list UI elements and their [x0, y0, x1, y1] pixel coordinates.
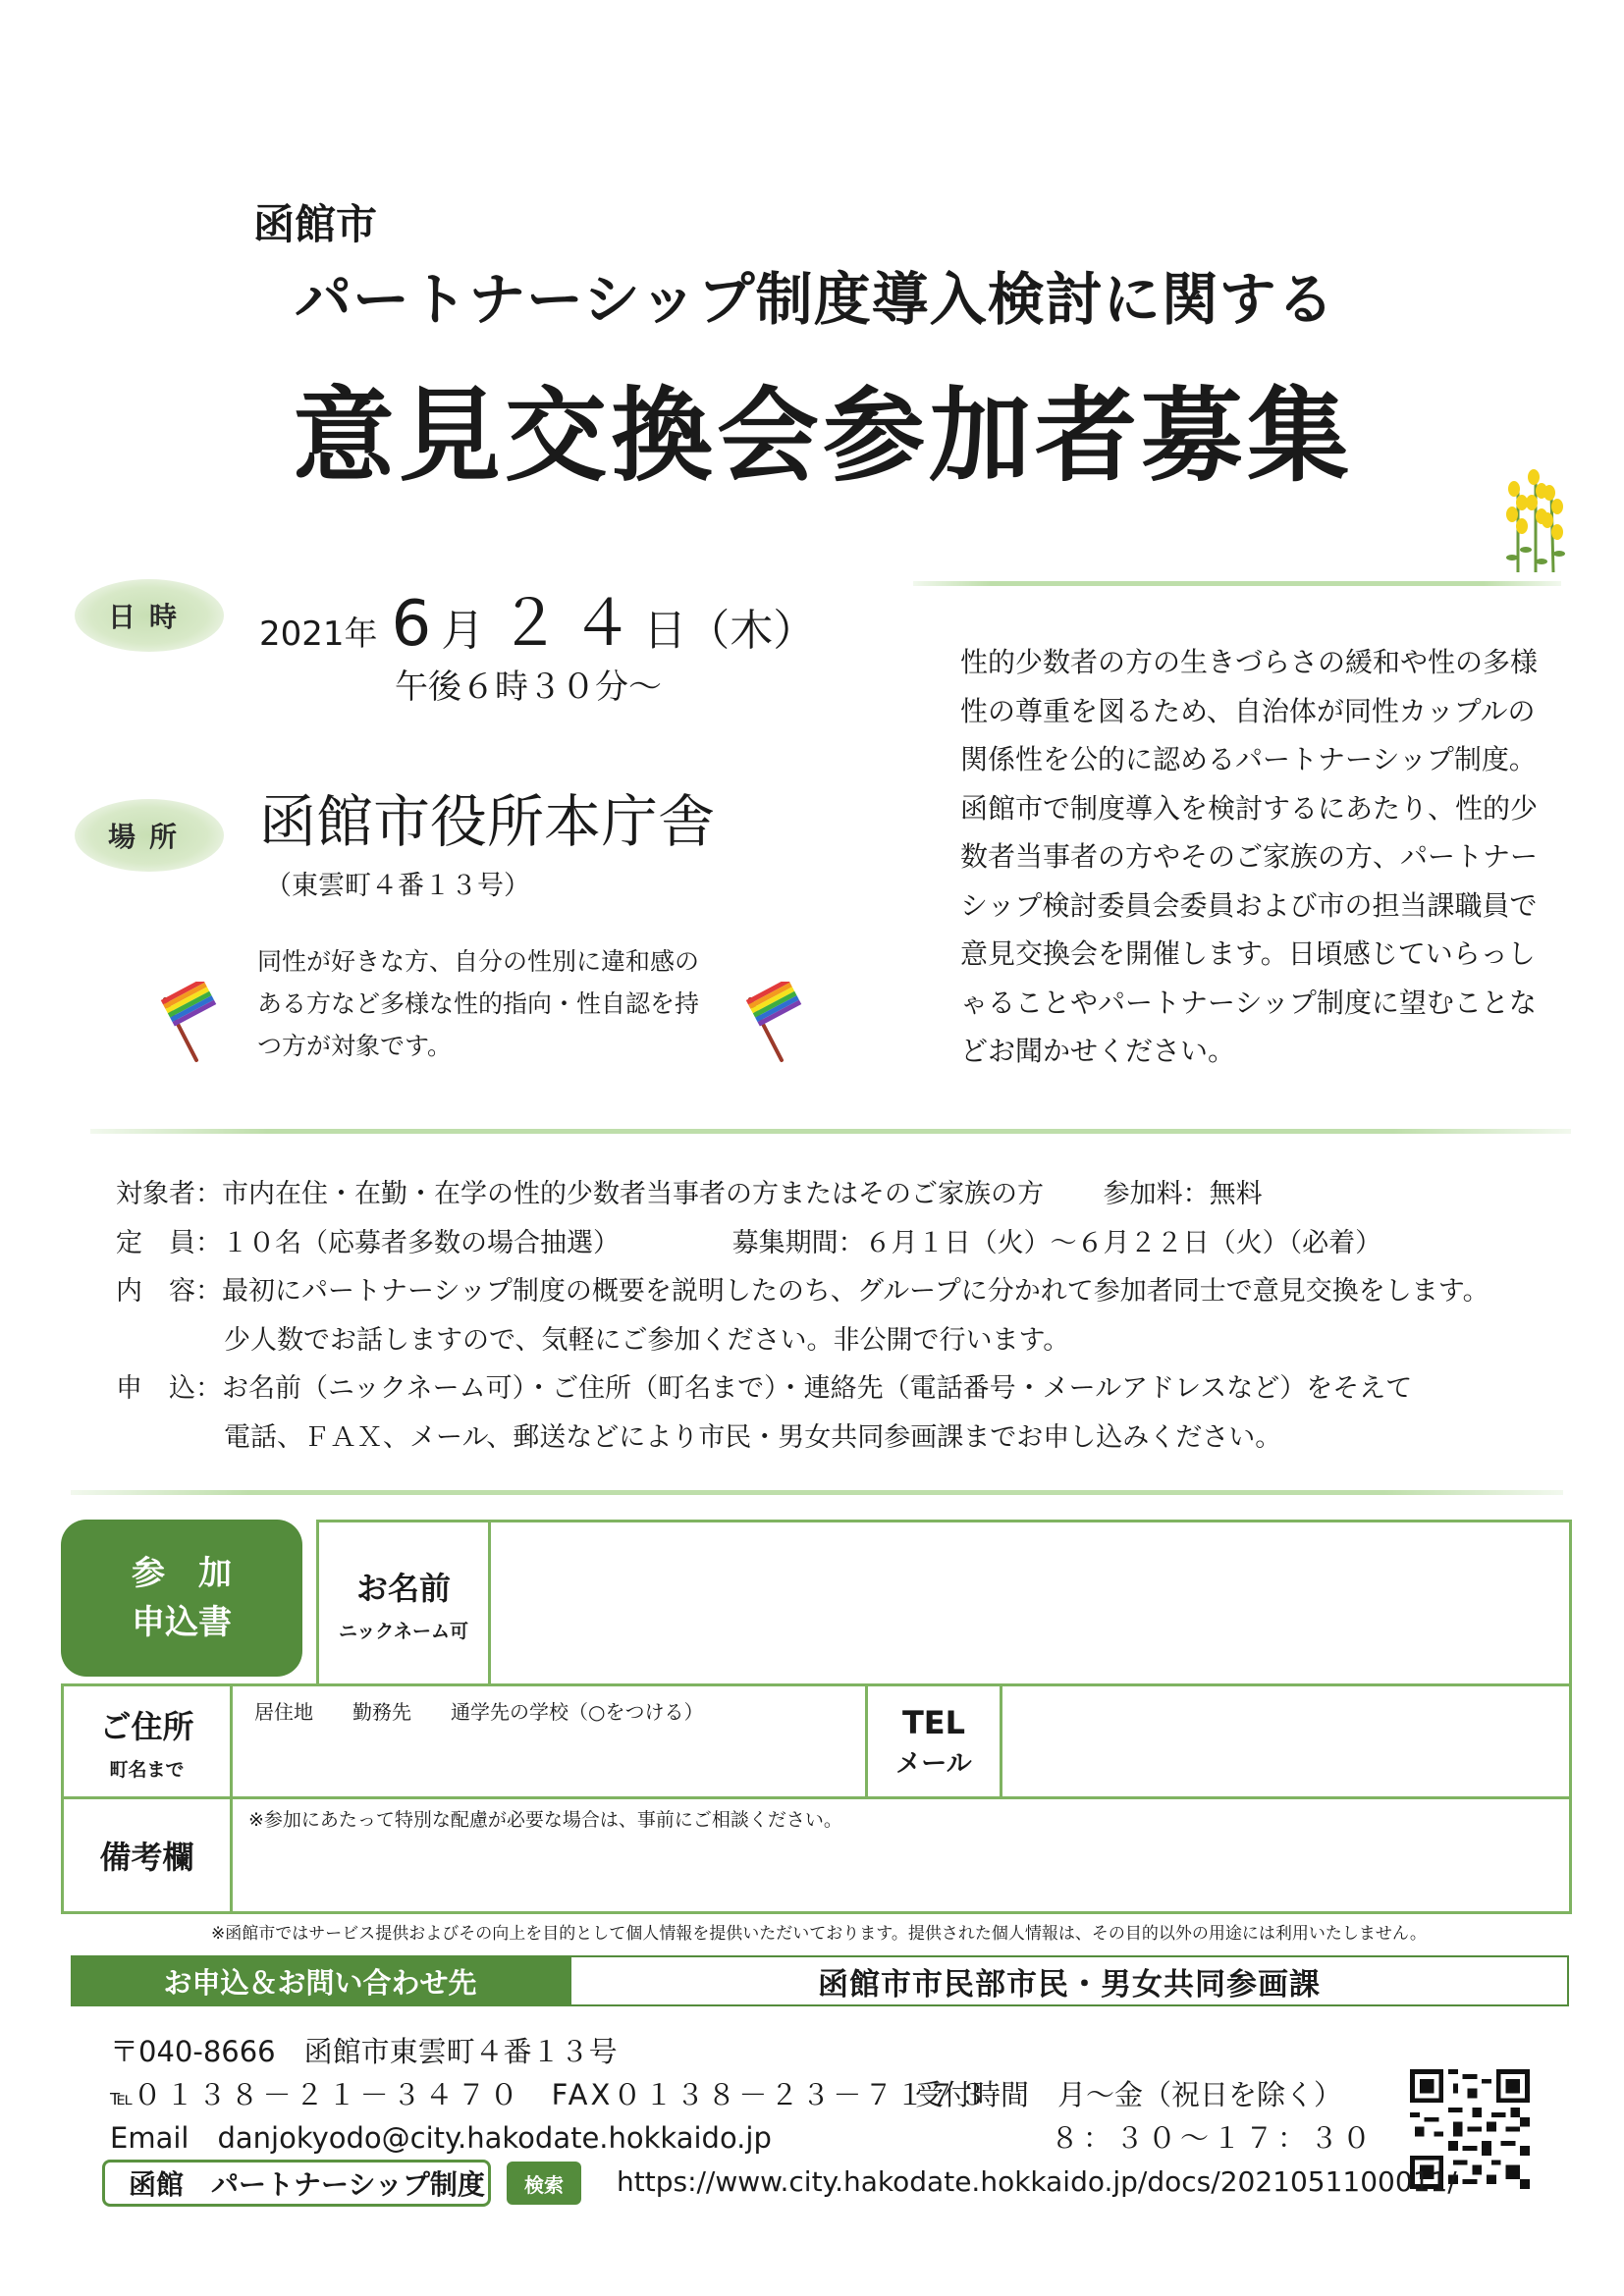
contact-email[interactable]: Email danjokyodo@city.hakodate.hokkaido.jp — [110, 2121, 772, 2155]
event-details — [116, 1170, 1530, 1462]
remarks-field[interactable] — [230, 1796, 1572, 1914]
page-title: 意見交換会参加者募集 — [293, 376, 1354, 496]
section-divider — [90, 1129, 1571, 1134]
contact-bar: お申込＆お問い合わせ先 — [71, 1955, 569, 2006]
address-sub-label: 町名まで — [109, 1758, 185, 1781]
remarks-label-cell — [61, 1796, 233, 1914]
contact-phone-row — [110, 2073, 990, 2113]
event-time: 午後６時３０分～ — [395, 667, 662, 707]
form-tab-line1: 参 加 — [132, 1554, 232, 1593]
detail-apply-cont: 電話、ＦＡＸ、メール、郵送などにより市民・男女共同参画課までお申し込みください。 — [224, 1421, 1282, 1453]
mail-label: メール — [895, 1748, 972, 1779]
event-date — [259, 573, 816, 664]
intro-text: 性的少数者の方の生きづらさの緩和や性の多様性の尊重を図るため、自治体が同性カップルの関係性を公的に認めるパートナーシップ制度。函館市で制度導入を検討するにあたり、性的少数者当事者の方やそのご家族の方、パートナーシップ検討委員会委員および市の担当課職員で意見交換会を開催します。日頃感じていらっしゃることやパートナーシップ制度に望むことなどお聞かせください。 — [960, 646, 1539, 1067]
rainbow-flag-icon — [157, 982, 222, 1064]
event-day: ２４ — [498, 588, 644, 661]
name-label-cell — [316, 1520, 491, 1686]
tel-icon: ℡ — [110, 2086, 134, 2110]
detail-apply: 申 込：お名前（ニックネーム可）・ご住所（町名まで）・連絡先（電話番号・メールアドレスなど）をそえて — [116, 1373, 1413, 1404]
section-divider — [913, 581, 1561, 586]
contact-hours-label: 受付時間 月～金（祝日を除く） — [915, 2078, 1343, 2111]
event-venue: 函館市役所本庁舎 — [259, 788, 716, 855]
event-month: 6 — [391, 588, 442, 661]
event-year: 2021年 — [259, 614, 378, 654]
search-button[interactable]: 検索 — [507, 2162, 581, 2205]
name-label: お名前 — [355, 1569, 451, 1607]
place-label: 場所 — [75, 799, 224, 872]
search-input[interactable]: 函館 パートナーシップ制度 — [102, 2160, 491, 2207]
name-field[interactable] — [488, 1520, 1572, 1686]
remarks-label: 備考欄 — [99, 1839, 194, 1876]
detail-content: 内 容：最初にパートナーシップ制度の概要を説明したのち、グループに分かれて参加者同士で意見交換をします。 — [116, 1276, 1489, 1307]
header-city: 函館市 — [253, 200, 378, 248]
detail-row — [116, 1219, 1530, 1268]
contact-fax: FAX０１３８－２３－７１７３ — [551, 2078, 991, 2111]
website-link[interactable]: https://www.city.hakodate.hokkaido.jp/docs/2021051100011/ — [617, 2165, 1457, 2198]
date-label: 日時 — [75, 579, 224, 652]
tel-label: TEL — [901, 1703, 966, 1741]
contact-tel[interactable]: ０１３８－２１－３４７０ — [133, 2078, 522, 2111]
form-tab-line2: 申込書 — [132, 1603, 232, 1642]
target-note: 同性が好きな方、自分の性別に違和感のある方など多様な性的指向・性自認を持つ方が対象です。 — [257, 947, 700, 1060]
detail-capacity: 定 員：１０名（応募者多数の場合抽選） — [116, 1227, 620, 1258]
form-tab — [61, 1520, 302, 1677]
detail-content-cont: 少人数でお話しますので、気軽にご参加ください。非公開で行います。 — [224, 1324, 1070, 1356]
detail-target: 対象者：市内在住・在勤・在学の性的少数者当事者の方またはそのご家族の方 — [116, 1179, 1044, 1209]
event-address: （東雲町４番１３号） — [265, 871, 530, 901]
section-divider — [71, 1490, 1563, 1495]
contact-hours: ８：３０～１７：３０ — [1051, 2121, 1376, 2155]
contact-postal: 〒040-8666 函館市東雲町４番１３号 — [110, 2035, 618, 2068]
contact-department: 函館市市民部市民・男女共同参画課 — [569, 1955, 1569, 2006]
event-weekday: （木） — [686, 606, 817, 656]
address-options: 居住地 勤務先 通学先の学校（○をつける） — [254, 1700, 704, 1724]
tel-label-cell — [865, 1683, 1002, 1799]
privacy-note: ※函館市ではサービス提供およびその向上を目的として個人情報を提供いただいております。提供された個人情報は、その目的以外の用途には利用いたしません。 — [211, 1924, 1427, 1944]
yellow-flower-icon — [1485, 459, 1583, 577]
tel-mail-field[interactable] — [1000, 1683, 1572, 1799]
detail-row — [116, 1170, 1530, 1219]
rainbow-flag-icon — [742, 982, 807, 1064]
address-label: ご住所 — [99, 1707, 194, 1745]
address-label-cell — [61, 1683, 233, 1799]
header-subtitle: パートナーシップ制度導入検討に関する — [295, 266, 1335, 333]
event-day-unit: 日 — [643, 606, 687, 656]
detail-fee: 参加料：無料 — [1103, 1179, 1263, 1209]
event-month-unit: 月 — [441, 606, 485, 656]
remarks-note: ※参加にあたって特別な配慮が必要な場合は、事前にご相談ください。 — [248, 1809, 842, 1831]
name-sub-label: ニックネーム可 — [338, 1620, 469, 1642]
address-field[interactable] — [230, 1683, 868, 1799]
detail-period: 募集期間：６月１日（火）～６月２２日（火）（必着） — [731, 1227, 1382, 1258]
